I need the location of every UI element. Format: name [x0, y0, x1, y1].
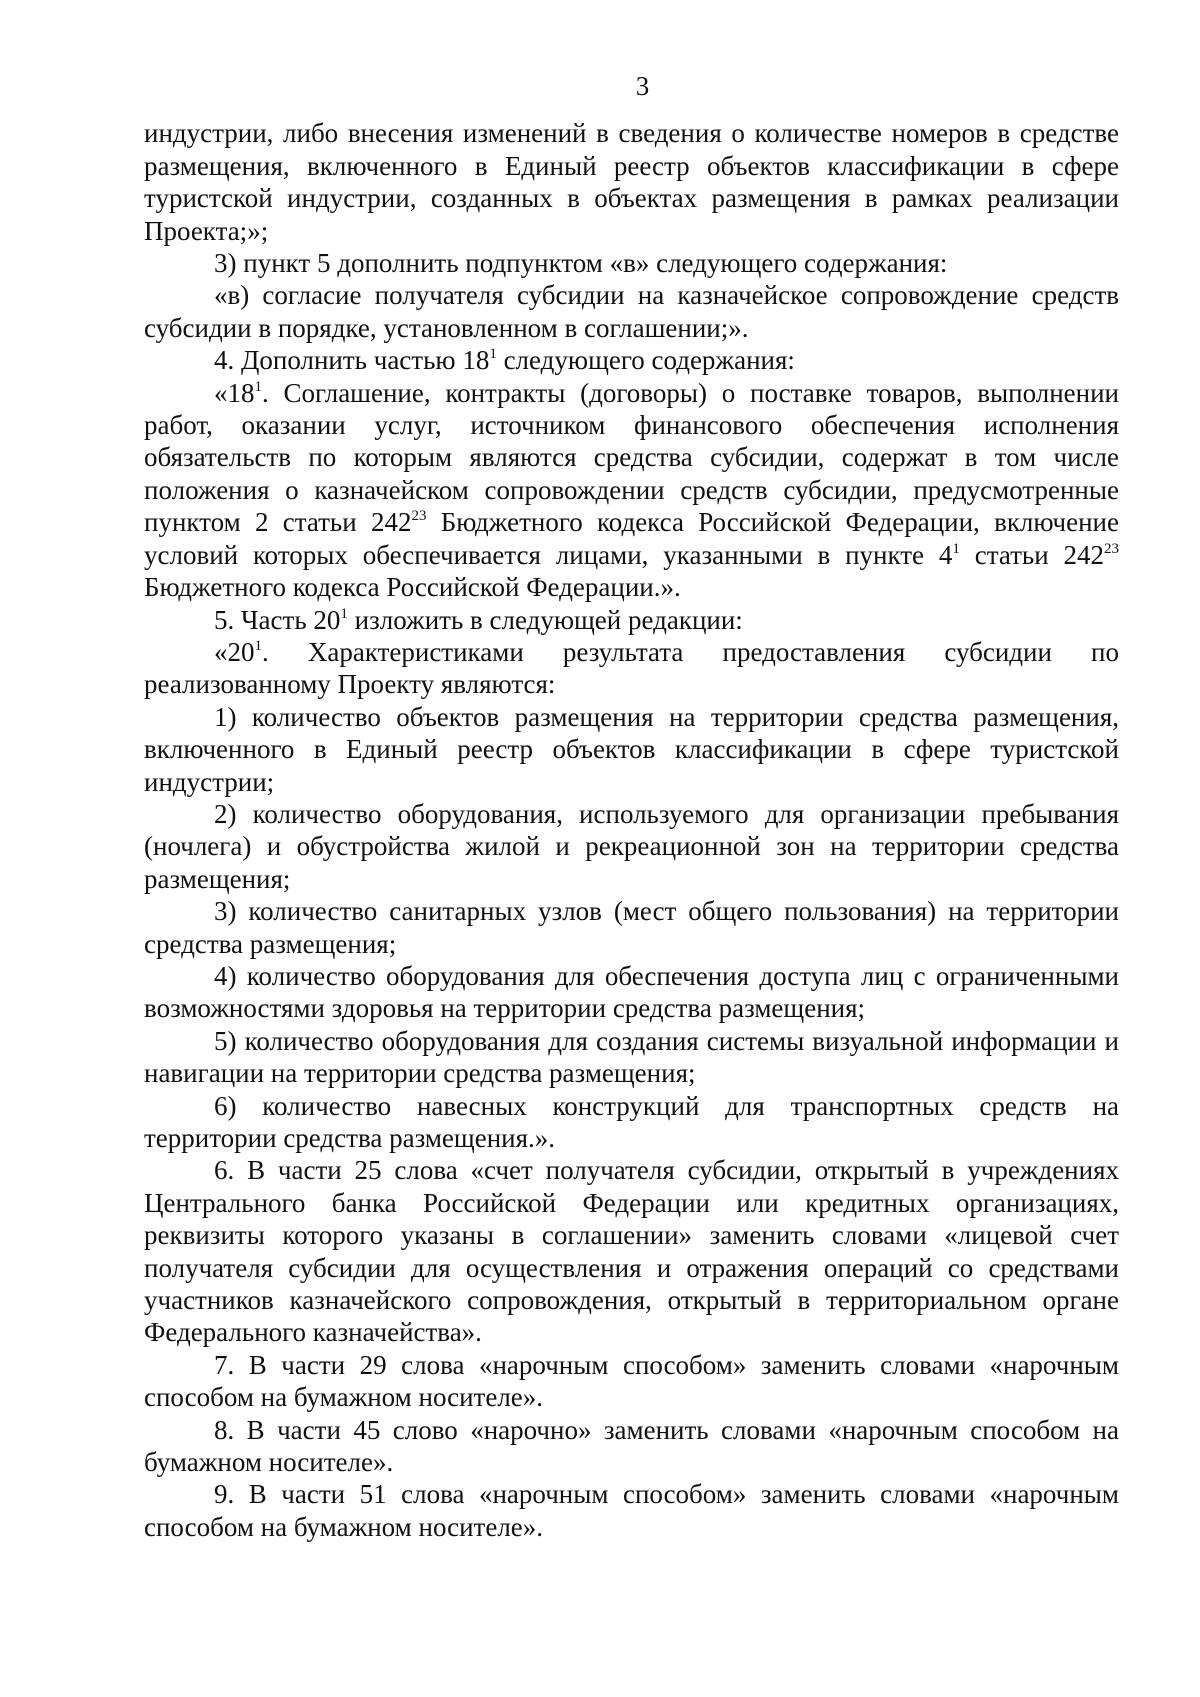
superscript: 1	[340, 605, 348, 622]
text: Бюджетного кодекса Российской Федерации.».	[144, 572, 681, 603]
superscript: 1	[952, 540, 960, 557]
paragraph-list-item-1: 1) количество объектов размещения на территории средства размещения, включенного в Единый реестр объектов классификации в сфере туристской индустрии;	[144, 701, 1119, 797]
text: «18	[214, 377, 255, 408]
paragraph-list-item-3: 3) количество санитарных узлов (мест общего пользования) на территории средства размещения;	[144, 896, 1119, 959]
text: изложить в следующей редакции:	[347, 604, 743, 635]
paragraph-list-item-4: 4) количество оборудования для обеспечения доступа лиц с ограниченными возможностями здоровья на территории средства размещения;	[144, 960, 1119, 1024]
paragraph-section-9: 9. В части 51 слова «нарочным способом» заменить словами «нарочным способом на бумажном носителе».	[144, 1479, 1119, 1542]
paragraph-subitem-v: «в) согласие получателя субсидии на казначейское сопровождение средств субсидии в порядке, установленном в соглашении;».	[144, 280, 1119, 343]
paragraph-section-7: 7. В части 29 слова «нарочным способом» заменить словами «нарочным способом на бумажном носителе».	[144, 1349, 1119, 1413]
text: . Характеристиками результата предоставления субсидии по реализованному Проекту являются:	[144, 636, 1119, 700]
superscript: 1	[489, 346, 497, 363]
paragraph-list-item-6: 6) количество навесных конструкций для транспортных средств на территории средства размещения.».	[144, 1090, 1119, 1153]
paragraph-section-6: 6. В части 25 слова «счет получателя субсидии, открытый в учреждениях Центрального банка Российской Федерации или кредитных организациях, реквизиты которого указаны в соглашении» заменить словами «лицевой счет получателя субсидии для осуществления и отражения операций со средствами участников казначейского сопровождения, открытый в территориальном органе Федерального казначейства».	[144, 1155, 1119, 1348]
paragraph-list-item-5: 5) количество оборудования для создания системы визуальной информации и навигации на территории средства размещения;	[144, 1025, 1119, 1089]
paragraph-list-item-2: 2) количество оборудования, используемого для организации пребывания (ночлега) и обустройства жилой и рекреационной зон на территории средства размещения;	[144, 798, 1119, 894]
superscript: 23	[1104, 540, 1120, 557]
text: . Соглашение, контракты (договоры) о поставке товаров, выполнении работ, оказании услуг, источником финансового обеспечения исполнения обязательств по которым являются средства субсидии, содержат в том числе положения о казначейском сопровождении средств субсидии, предусмотренные пунктом 2 статьи 242	[144, 377, 1119, 538]
paragraph-item-3: 3) пункт 5 дополнить подпунктом «в» следующего содержания:	[214, 248, 948, 279]
document-page	[144, 70, 1119, 1543]
superscript: 23	[411, 508, 427, 525]
superscript: 1	[254, 378, 262, 395]
paragraph-continuation: индустрии, либо внесения изменений в сведения о количестве номеров в средстве размещения, включенного в Единый реестр объектов классификации в сфере туристской индустрии, созданных в объектах размещения в рамках реализации Проекта;»;	[144, 118, 1119, 246]
paragraph-part-18-1	[144, 377, 1119, 604]
text: 5. Часть 20	[214, 604, 341, 635]
text: «20	[214, 636, 255, 667]
paragraph-section-8: 8. В части 45 слово «нарочно» заменить словами «нарочным способом на бумажном носителе».	[144, 1414, 1119, 1478]
paragraph-section-5	[144, 604, 1119, 636]
superscript: 1	[254, 637, 262, 654]
text: Бюджетного кодекса Российской Федерации, включение условий которых обеспечивается лицами, указанными в пункте 4	[144, 507, 1119, 570]
page-number: 3	[635, 71, 650, 101]
text: 4. Дополнить частью 18	[214, 345, 490, 376]
text: статьи 242	[959, 539, 1105, 570]
paragraph-part-20-1	[144, 636, 1119, 701]
paragraph-section-4	[144, 344, 1119, 376]
text: следующего содержания:	[496, 345, 795, 376]
